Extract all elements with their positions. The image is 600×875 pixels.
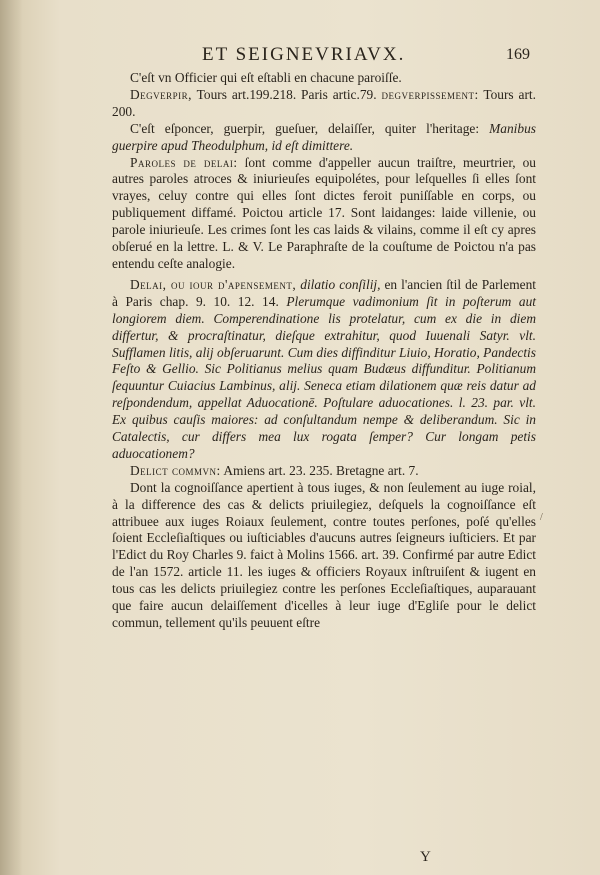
paragraph-cognoissance [112, 480, 536, 632]
page-header [110, 44, 530, 68]
entry-term: Paroles de delai: [130, 154, 238, 170]
entry-term: Delict commvn: [130, 462, 221, 478]
paragraph-text: C'eſt eſponcer, guerpir, gueſuer, delaiſſer, quiter l'heritage: [130, 120, 480, 136]
running-head: ET SEIGNEVRIAVX. [202, 44, 406, 65]
entry-text: Tours art. 200. [112, 86, 536, 119]
body-text [112, 70, 536, 632]
entry-paroles-de-delai [112, 155, 536, 273]
entry-term: degverpissement: [381, 86, 479, 102]
entry-deguerpir [112, 87, 536, 121]
entry-text: Amiens art. 23. 235. Bretagne art. 7. [220, 462, 419, 478]
entry-text: ſont comme d'appeller aucun traiſtre, meurtrier, ou autres paroles atroces & iniurieuſes equipolétes, pour leſquelles ſi elles ſont vrayes, celuy contre qui elles ſont dictes feroit puniſſable en corps, ou publiquement diffamé. Poictou article 17. Sont laidanges: laide villenie, ou parole iniurieuſe. Les crimes ſont les cas laids & vilains, comme il eſt cy apres obſerué en la lettre. L. & V. Le Paraphraſte de la couſtume de Poictou n'a pas entendu ceſte analogie. [112, 154, 536, 271]
margin-mark: / [540, 512, 543, 523]
paragraph-text: Dont la cognoiſſance apertient à tous iuges, & non ſeulement au iuge roial, à la difference des cas & delicts priuilegiez, deſquels la cognoiſſance eſt attribuee aux iuges Roiaux ſeulement, contre toutes perſones, poſé qu'elles ſoient Eccleſiaſtiques ou iuſticiables d'aucuns autres ſeigneurs iuſticiers. Et par l'Edict du Roy Charles 9. faict à Molins 1566. art. 39. Confirmé par autre Edict de l'an 1572. article 11. les iuges & officiers Royaux inſtruiſent & iugent en tous cas les delicts priuilegiez contre les perſones Eccleſiaſtiques, auparauant que faire aucun delaiſſement d'icelles à leur iuge d'Egliſe pour le delict commun, tellement qu'ils peuuent eſtre [112, 479, 536, 630]
entry-text: Tours art.199.218. Paris artic.79. [192, 86, 377, 102]
page-gutter-shadow [0, 0, 22, 875]
page-number: 169 [506, 46, 530, 63]
entry-delai [112, 277, 536, 463]
latin-term: dilatio conſilij, [300, 276, 381, 292]
paragraph-1-text: C'eſt vn Officier qui eſt eſtabli en chacune paroiſſe. [130, 70, 402, 85]
entry-term: Degverpir, [130, 86, 193, 102]
entry-text: en l'ancien ſtil de Parlement à Paris chap. 9. 10. 12. 14. [112, 276, 536, 309]
latin-quote: Manibus guerpire apud Theodulphum, id eſt dimittere. [112, 120, 536, 153]
signature-mark: Y [420, 849, 431, 865]
paragraph-guerpir [112, 121, 536, 155]
entry-delict-commun [112, 463, 536, 480]
latin-commentary: Plerumque vadimonium ſit in poſterum aut longiorem diem. Comperendinatione lis protelatur, cum ex die in diem differtur, & procraſtinatur, dieſque extrahitur, quod Iuuenali Satyr. vlt. Sufflamen litis, alij obſeruarunt. Cum dies diffinditur Liuio, Horatio, Pandectis Feſto & Gellio. Sic Politianus melius quam Budæus diffunditur. Politianum ſequuntur Cuiacius Lambinus, alij. Seneca etiam dilationem quæ reis datur ad reſpondendum, appellat Aduocationē. Poſtulare aduocationes. l. 23. par. vlt. Ex quibus cauſis maiores: ad conſultandum nempe & deliberandum. Sic in Catalectis, cur differs mea lux rogata ſemper? Cur longam petis aduocationem? [112, 293, 536, 461]
paragraph-1 [112, 70, 536, 87]
entry-term: Delai, ou iour d'apensement, [130, 276, 297, 292]
